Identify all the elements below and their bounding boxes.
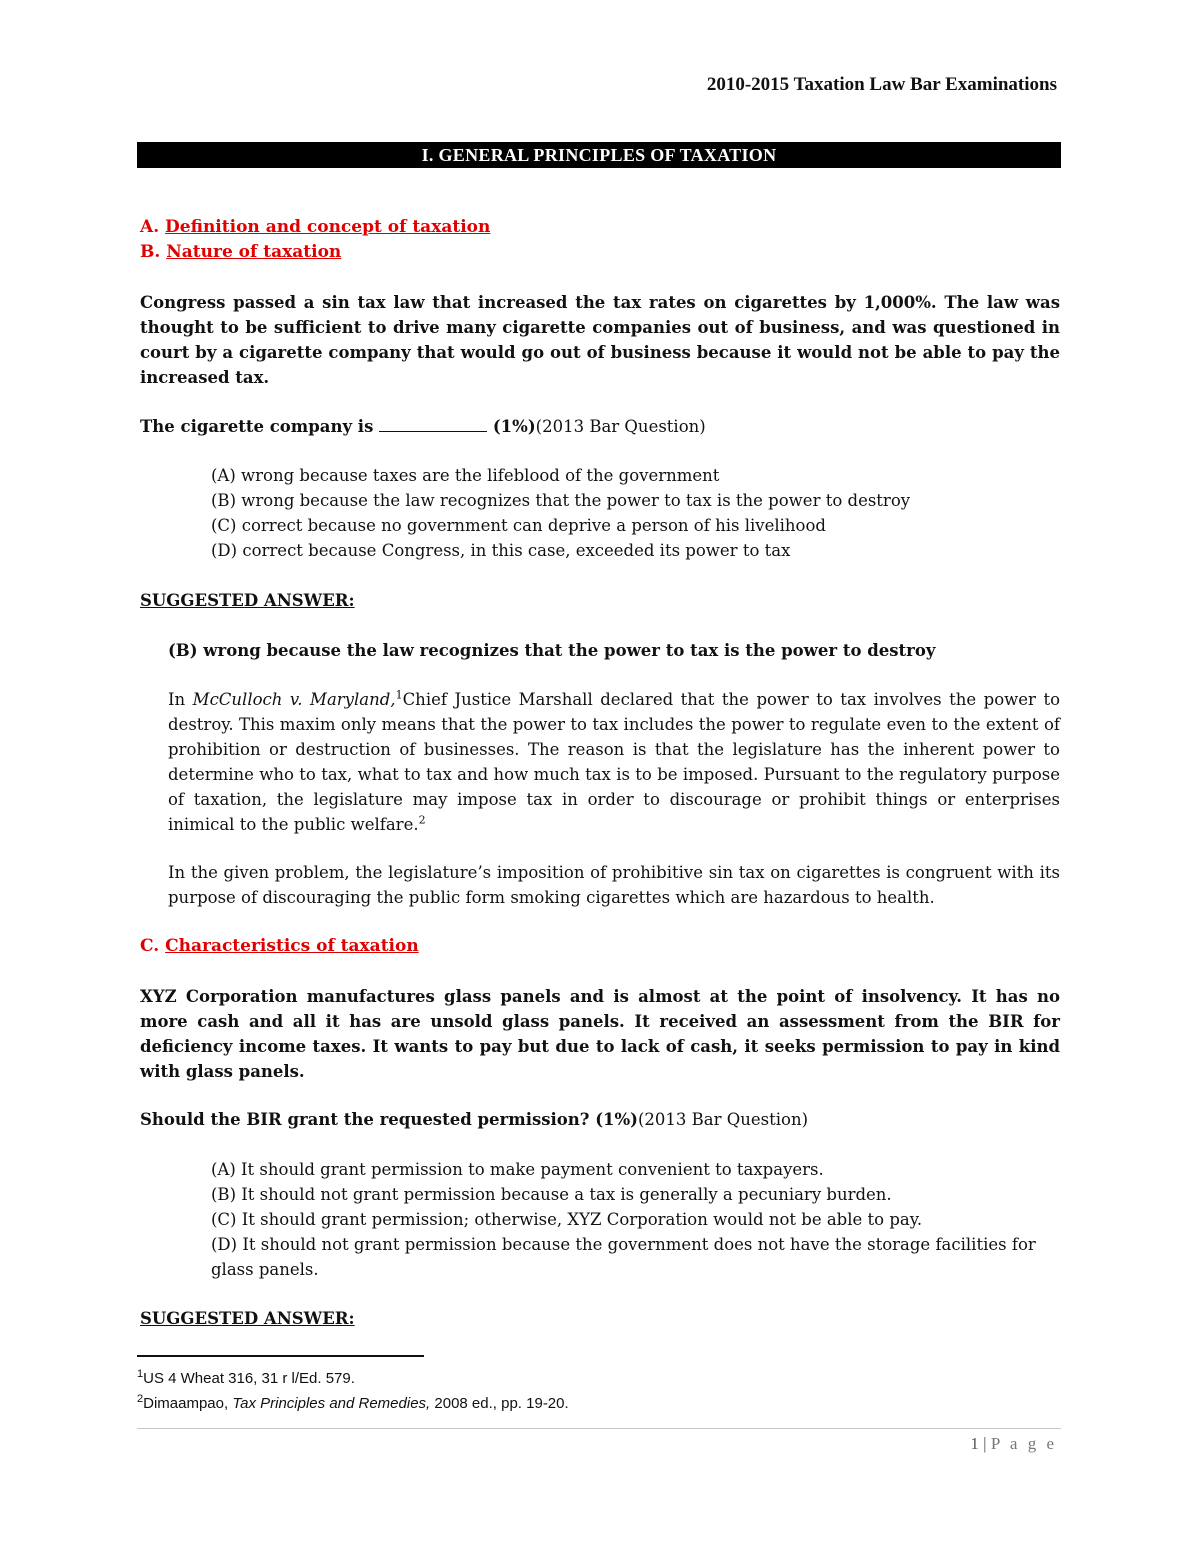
footnote-2-number: 2: [137, 1393, 144, 1405]
footnote-1-number: 1: [137, 1368, 144, 1380]
question-2-stem: XYZ Corporation manufactures glass panels and is almost at the point of insolvency. It has no more cash and all it has are unsold glass panels. It received an assessment from the BIR for deficiency income taxes. It wants to pay but due to lack of cash, it seeks permission to pay in kind with glass panels.: [140, 987, 1060, 1081]
option-a: (A) It should grant permission to make payment convenient to taxpayers.: [211, 1160, 824, 1179]
footnote-2-title: Tax Principles and Remedies,: [232, 1395, 431, 1412]
topic-c-letter: C.: [140, 936, 166, 956]
footnote-2-author: Dimaampao,: [143, 1395, 233, 1412]
answer-1-paragraph-2: In the given problem, the legislature’s imposition of prohibitive sin tax on cigarettes is congruent with its purpose of discouraging the public form smoking cigarettes which are hazardous to health.: [168, 863, 1060, 907]
option-d: (D) correct because Congress, in this case, exceeded its power to tax: [211, 541, 791, 560]
footer-separator: [137, 1428, 1061, 1429]
topic-c-title: Characteristics of taxation: [165, 936, 419, 956]
suggested-answer-heading-1: SUGGESTED ANSWER:: [140, 591, 355, 610]
question-2-prompt-text: Should the BIR grant the requested permission? (1%): [140, 1110, 638, 1129]
footnote-ref-1: 1: [395, 688, 403, 702]
suggested-answer-heading-2: SUGGESTED ANSWER:: [140, 1309, 355, 1328]
topic-a-title: Definition and concept of taxation: [165, 217, 491, 237]
topic-b-heading: [140, 240, 341, 265]
page-word: P a g e: [990, 1434, 1057, 1453]
footnotes: [137, 1366, 569, 1416]
option-c: (C) It should grant permission; otherwise, XYZ Corporation would not be able to pay.: [211, 1210, 923, 1229]
option-a: (A) wrong because taxes are the lifeblood of the government: [211, 466, 720, 485]
footnote-separator: [137, 1355, 424, 1357]
question-1-prompt-text: The cigarette company is: [140, 417, 380, 436]
question-1-source: (2013 Bar Question): [535, 417, 706, 436]
answer-1-choice: (B) wrong because the law recognizes that the power to tax is the power to destroy: [168, 641, 936, 660]
running-header: 2010-2015 Taxation Law Bar Examinations: [706, 74, 1057, 95]
footnote-2-rest: 2008 ed., pp. 19-20.: [430, 1395, 569, 1412]
case-name: McCulloch v. Maryland,: [192, 690, 396, 709]
question-1-stem: Congress passed a sin tax law that increased the tax rates on cigarettes by 1,000%. The law was thought to be sufficient to drive many cigarette companies out of business, and was questioned in court by a cigarette company that would go out of business because it would not be able to pay the increased tax.: [140, 293, 1060, 387]
question-2-options: [211, 1157, 1060, 1282]
answer-1-paragraph-1: [168, 687, 1060, 837]
page-number: [970, 1434, 1057, 1454]
question-1-prompt: [140, 414, 706, 439]
answer-1-p1-text: Chief Justice Marshall declared that the power to tax involves the power to destroy. This maxim only means that the power to tax includes the power to regulate even to the extent of prohibition or destruction of businesses. The reason is that the legislature has the inherent power to determine who to tax, what to tax and how much tax is to be imposed. Pursuant to the regulatory purpose of taxation, the legislature may impose tax in order to discourage or prohibit things or enterprises inimical to the public welfare.: [168, 690, 1061, 834]
answer-1-p1-intro: In: [168, 690, 193, 709]
topic-a-letter: A.: [140, 217, 166, 237]
topic-b-letter: B.: [140, 242, 167, 262]
option-b: (B) It should not grant permission because a tax is generally a pecuniary burden.: [211, 1185, 892, 1204]
topic-a-heading: [140, 215, 490, 240]
footnote-ref-2: 2: [418, 813, 426, 827]
footnote-2: [137, 1391, 569, 1416]
option-c: (C) correct because no government can deprive a person of his livelihood: [211, 516, 826, 535]
footnote-1: [137, 1366, 569, 1391]
page-number-value: 1 |: [970, 1434, 991, 1453]
section-title: I. GENERAL PRINCIPLES OF TAXATION: [137, 142, 1061, 168]
answer-blank: [379, 416, 487, 432]
question-1-weight: (1%): [487, 417, 536, 436]
topic-b-title: Nature of taxation: [166, 242, 342, 262]
topic-c-heading: [140, 934, 419, 959]
option-b: (B) wrong because the law recognizes that the power to tax is the power to destroy: [211, 491, 911, 510]
question-2-source: (2013 Bar Question): [638, 1110, 809, 1129]
question-1-options: [211, 463, 910, 563]
footnote-1-text: US 4 Wheat 316, 31 r l/Ed. 579.: [143, 1370, 355, 1387]
question-2-prompt: [140, 1107, 808, 1132]
option-d: (D) It should not grant permission because the government does not have the storage facilities for glass panels.: [211, 1235, 1036, 1279]
